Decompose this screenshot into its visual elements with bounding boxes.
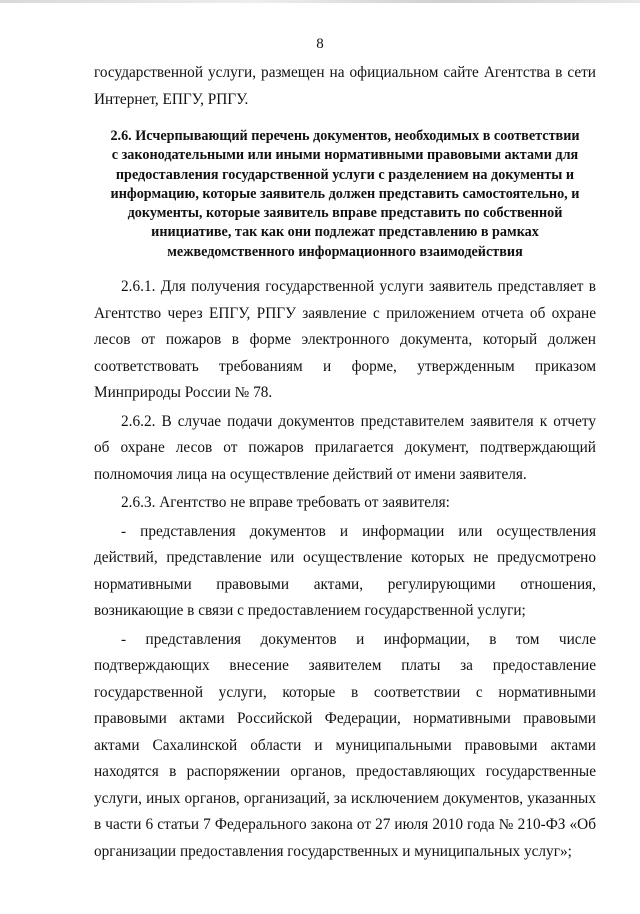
list-item-documents: - представления документов и информации или осуществления действий, представление или осуществление которых не предусмотрено нормативными правовыми актами, регулирующими отношения, возникающие в связи с предоставлением государственной услуги;	[94, 522, 596, 620]
section-heading-line: информацию, которые заявитель должен представить самостоятельно, и	[110, 185, 580, 202]
paragraph-2-6-2: 2.6.2. В случае подачи документов представителем заявителя к отчету об охране лесов от пожаров прилагается документ, подтверждающий полномочия лица на осуществление действий от имени заявителя.	[94, 412, 596, 483]
paragraph-2-6-1: 2.6.1. Для получения государственной услуги заявитель представляет в Агентство через ЕПГУ, РПГУ заявление с приложением отчета об охране лесов от пожаров в форме электронного документа, который должен соответствовать требованиям и форме, утвержденным приказом Минприроды России № 78.	[94, 278, 596, 402]
section-heading-line: 2.6. Исчерпывающий перечень документов, необходимых в соответствии	[110, 128, 580, 144]
section-heading-line: межведомственного информационного взаимодействия	[167, 243, 523, 260]
scan-edge-mark	[0, 0, 640, 3]
section-heading-line: с законодательными или иными нормативными правовыми актами для	[111, 147, 579, 164]
section-heading-line: инициативе, так как они подлежат представлению в рамках	[151, 224, 539, 241]
section-heading	[94, 127, 596, 262]
document-body	[94, 60, 596, 865]
page-number: 8	[316, 36, 324, 52]
intro-paragraph: государственной услуги, размещен на официальном сайте Агентства в сети Интернет, ЕПГУ, РПГУ.	[94, 64, 596, 108]
list-item-payment-documents: - представления документов и информации, в том числе подтверждающих внесение заявителем платы за предоставление государственной услуги, которые в соответствии с нормативными правовыми актами Российской Федерации, нормативными правовыми актами Сахалинской области и муниципальными правовыми актами находятся в распоряжении органов, предоставляющих государственные услуги, иных органов, организаций, за исключением документов, указанных в части 6 статьи 7 Федерального закона от 27 июля 2010 года № 210-ФЗ «Об организации предоставления государственных и муниципальных услуг»;	[94, 630, 596, 860]
section-heading-line: предоставления государственной услуги с разделением на документы и	[115, 166, 575, 183]
section-heading-line: документы, которые заявитель вправе представить по собственной	[127, 205, 563, 222]
paragraph-2-6-3: 2.6.3. Агентство не вправе требовать от заявителя:	[121, 494, 450, 512]
